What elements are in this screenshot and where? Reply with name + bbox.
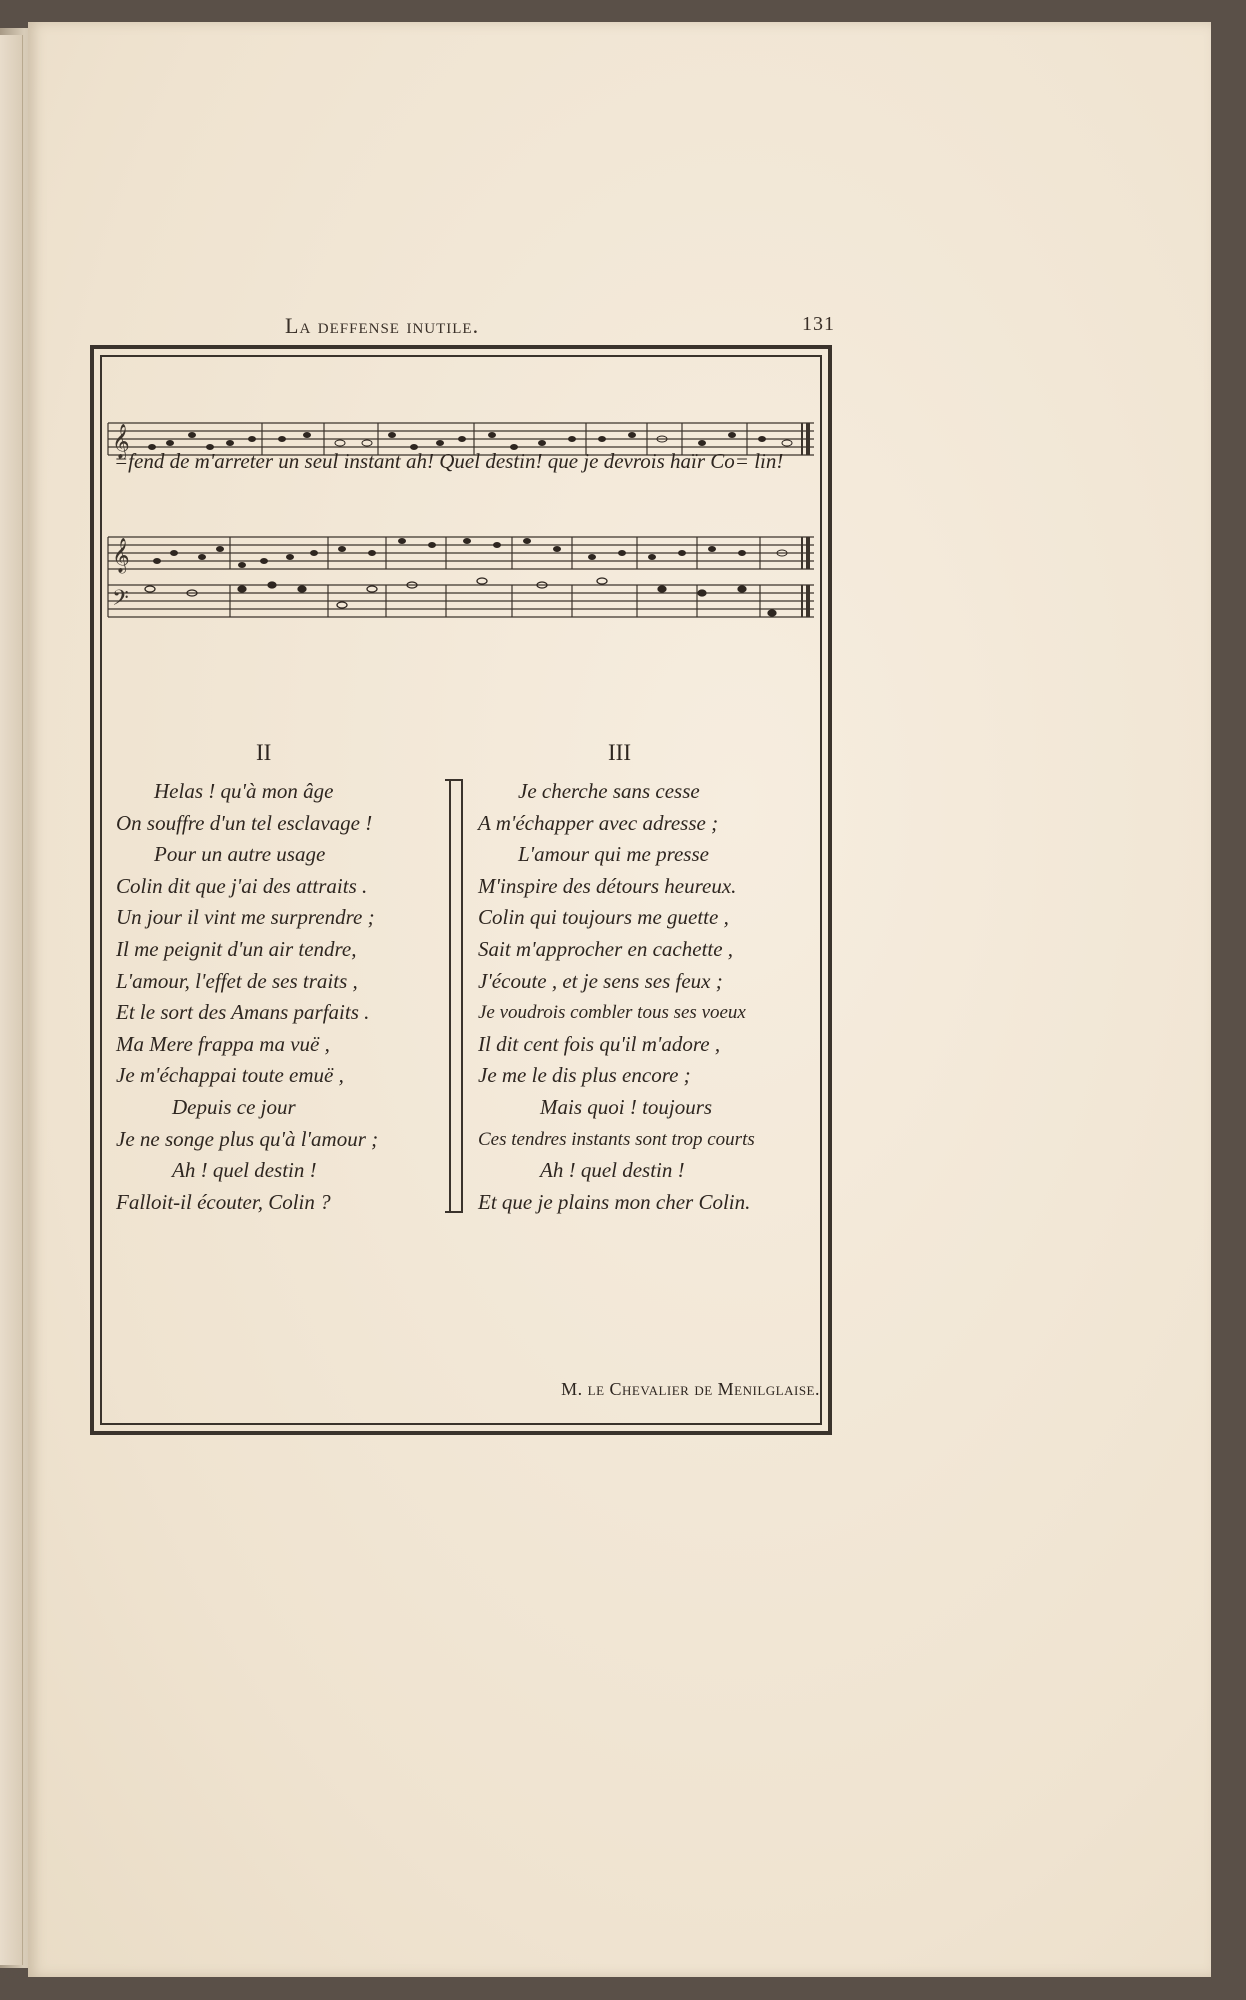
- stanza-2-number: II: [256, 740, 272, 765]
- stanza-line: Je cherche sans cesse: [518, 779, 700, 803]
- stanza-line: L'amour qui me presse: [518, 842, 709, 867]
- stanza-line: Je me le dis plus encore ;: [478, 1063, 691, 1088]
- stanza-line: Ah ! quel destin !: [172, 1158, 317, 1183]
- stanza-line: Pour un autre usage: [154, 842, 326, 867]
- stanza-line: Colin dit que j'ai des attraits .: [116, 873, 368, 898]
- stanza-line: Mais quoi ! toujours: [540, 1094, 713, 1119]
- treble-clef-icon: 𝄞: [112, 539, 130, 572]
- stanza-line: J'écoute , et je sens ses feux ;: [478, 968, 723, 993]
- bass-notes: [145, 578, 776, 616]
- stanza-3-number: III: [608, 740, 631, 765]
- music-lyrics: =fend de m'arreter un seul instant ah! Quel destin! que je devrois haïr Co= lin!: [114, 449, 784, 473]
- page-number: 131: [802, 313, 835, 335]
- stanza-line: Falloit-il écouter, Colin ?: [116, 1189, 331, 1214]
- stanza-line: Ces tendres instants sont trop courts: [478, 1128, 755, 1150]
- stanza-3: [478, 740, 818, 1218]
- treble-clef-icon: 𝄞: [112, 425, 130, 458]
- stanza-line: On souffre d'un tel esclavage !: [116, 810, 373, 835]
- stanza-line: Ma Mere frappa ma vuë ,: [116, 1031, 330, 1056]
- stanza-line: L'amour, l'effet de ses traits ,: [116, 968, 358, 993]
- stanza-line: Un jour il vint me surprendre ;: [116, 905, 375, 930]
- stanza-line: Colin qui toujours me guette ,: [478, 905, 729, 930]
- stanza-line: Helas ! qu'à mon âge: [154, 779, 334, 803]
- stanza-line: Depuis ce jour: [172, 1094, 296, 1119]
- facing-page-margin: [0, 35, 23, 1965]
- stanza-line: Je m'échappai toute emuë ,: [116, 1063, 344, 1088]
- stanza-line: Et que je plains mon cher Colin.: [478, 1189, 751, 1214]
- stanza-line: A m'échapper avec adresse ;: [478, 810, 719, 835]
- stanza-line: Sait m'approcher en cachette ,: [478, 936, 734, 961]
- stanza-line: Je voudrois combler tous ses voeux: [478, 1002, 746, 1024]
- stanza-line: M'inspire des détours heureux.: [478, 873, 737, 898]
- running-title: La deffense inutile.: [285, 313, 480, 338]
- stanza-line: Ah ! quel destin !: [540, 1158, 685, 1183]
- running-head: [285, 313, 835, 341]
- attribution: M. le Chevalier de Menilglaise.: [561, 1379, 820, 1399]
- accompaniment-bass-staff: [108, 585, 814, 617]
- stanza-line: Je ne songe plus qu'à l'amour ;: [116, 1126, 379, 1151]
- stanza-line: Il dit cent fois qu'il m'adore ,: [478, 1031, 721, 1056]
- stanza-line: Et le sort des Amans parfaits .: [116, 1000, 370, 1025]
- stanza-2: [116, 740, 456, 1218]
- engraved-frame: [90, 345, 832, 1435]
- stanza-divider: [449, 779, 463, 1213]
- bass-clef-icon: 𝄢: [112, 586, 129, 615]
- stanza-line: Il me peignit d'un air tendre,: [116, 936, 357, 961]
